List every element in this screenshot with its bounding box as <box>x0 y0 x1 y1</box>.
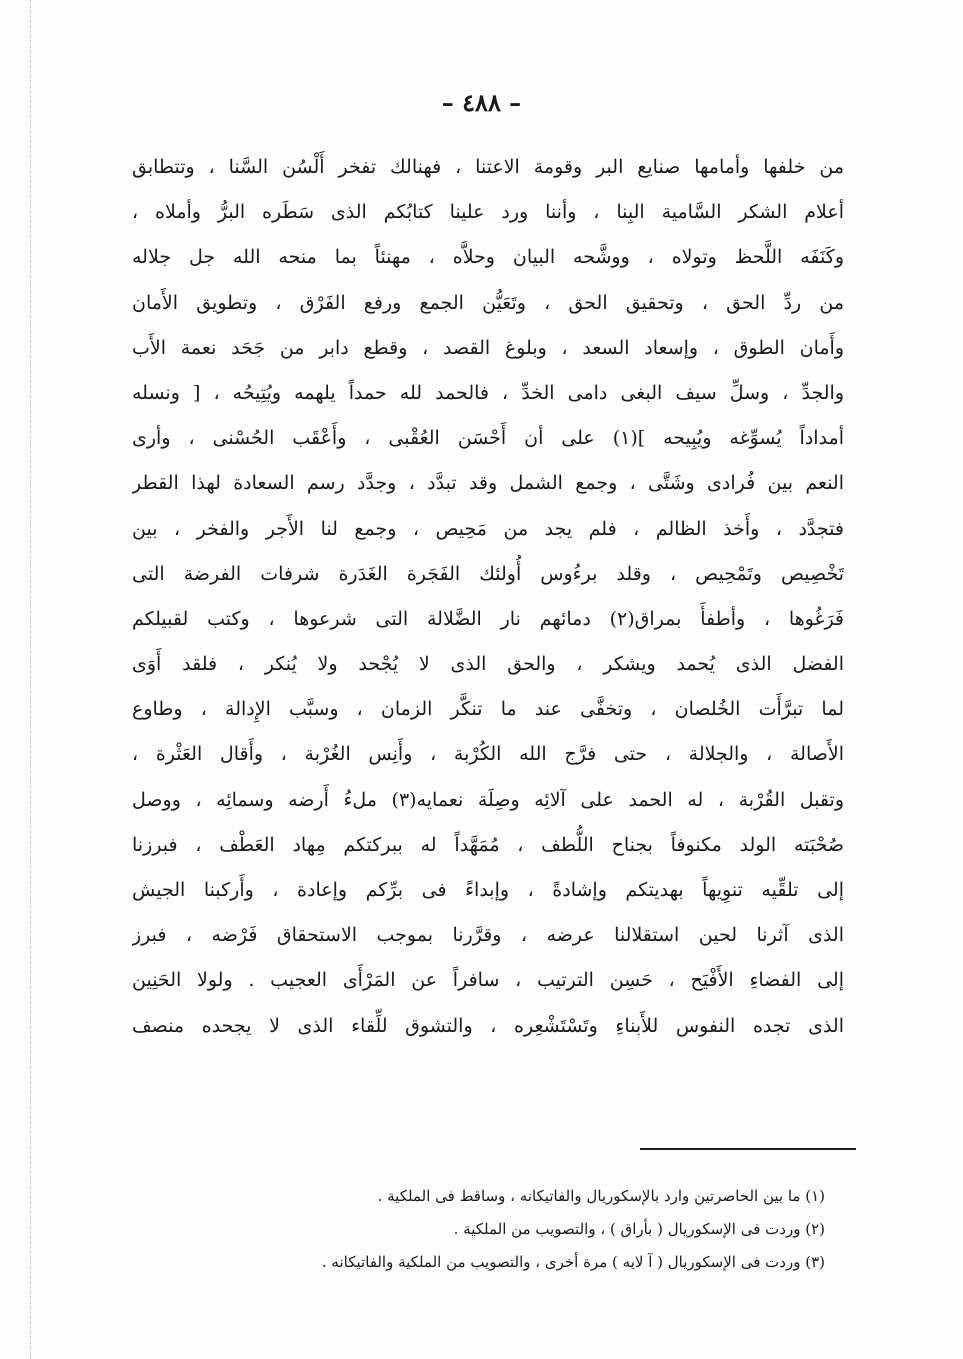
body-text <box>132 145 844 1049</box>
body-line: تَخْصِيص وتَمْحِيص ، وقلد برءُوس أُولئك الفَجَرة الغَدَرة شرفات الفرضة التى <box>132 562 844 585</box>
body-line: فتجدَّد ، وأَخذ الظالم ، فلم يجد من مَحِيص ، وجمع لنا الأَجر والفخر ، بين <box>132 517 844 540</box>
body-line: فَرَغُوها ، وأطفأَ بمراق(٢) دمائهم نار الضَّلالة التى شرعوها ، وكتب لقبيلكم <box>132 607 844 630</box>
body-line: النعم بين فُرادى وشَتَّى ، وجمع الشمل وقد تبدَّد ، وجدَّد رسم السعادة لهذا القطر <box>132 472 844 495</box>
body-line: الذى تجده النفوس للأَبناءِ وتَسْتَشْعِره ، والتشوق للِّقاء الذى لا يجحده منصف <box>132 1014 844 1037</box>
footnote: (٣) وردت فى الإسكوريال ( آ لايه ) مرة أخرى ، والتصويب من الملكية والفاتيكانه . <box>321 1253 825 1271</box>
body-line: وأَمان الطوق ، وإسعاد السعد ، وبلوغ القصد ، وقطع دابر من جَحَد نعمة الأَب <box>132 336 844 359</box>
body-line: وكَنَفَه اللَّحظ وتولاه ، ووشَّحه البيان وحلاَّه ، مهنئاً بما منحه الله جل جلاله <box>132 246 844 269</box>
body-line: أمداداً يُسوِّغه ويُبِيحه ](١) على أن أَحْسَن العُقْبى ، وأَعْقَب الحُسْنى ، وأرى <box>132 427 844 450</box>
body-line: لما تبرَّأَت الخُلصان ، وتخفَّى عند ما تنكَّر الزمان ، وسبَّب الإِدالة ، وطاوع <box>132 698 844 721</box>
body-line: من ردِّ الحق ، وتحقيق الحق ، وتَعَيُّن الجمع ورفع الفَرْق ، وتطويق الأَمان <box>132 291 844 314</box>
page-number: – ٤٨٨ – <box>441 88 522 117</box>
footnote: (٢) وردت فى الإسكوريال ( بأراق ) ، والتصويب من الملكية . <box>453 1220 825 1238</box>
footnote: (١) ما بين الحاصرتين وارد بالإسكوريال والفاتيكانه ، وساقط فى الملكية . <box>377 1187 825 1205</box>
body-line: أعلام الشكر السَّامية البِنا ، وأننا ورد علينا كتابُكم الذى سَطَره البرُّ وأملاه ، <box>132 201 844 224</box>
body-line: والجدِّ ، وسلِّ سيف البغى دامى الخدِّ ، فالحمد لله حمداً يلهمه ويُتِيحُه ، [ ونسله <box>132 381 844 404</box>
body-line: الذى آثرنا لحين استقلالنا عرضه ، وقرَّرنا بموجب الاستحقاق فَرْضه ، فبرز <box>132 924 844 947</box>
body-line: من خلفها وأمامها صنايع البر وقومة الاعتنا ، فهنالك تفخر أَلْسُن السَّنا ، وتتطابق <box>132 156 844 178</box>
footnote-divider <box>640 1148 856 1150</box>
body-line: الأَصالة ، والجلالة ، حتى فرَّج الله الكُرْبة ، وأَنِس الغُرْبة ، وأَقال العَثْرة ، <box>132 743 844 766</box>
body-line: الفضل الذى يُحمد ويشكر ، والحق الذى لا يُجْحد ولا يُنكر ، فلقد أَوَى <box>132 653 844 676</box>
body-line: إلى الفضاءِ الأَفْيَح ، حَسِن الترتيب ، سافراً عن المَرْأَى العجيب . ولولا الحَنِين <box>132 969 844 992</box>
body-line: إلى تلقِّيه تنوِيهاً بهديتكم وإشادةً ، وإبداءً فى برِّكم وإعادة ، وأَركبنا الجيش <box>132 879 844 901</box>
body-line: وتقبل القُرْبة ، له الحمد على آلائِه وصِلَة نعمايه(٣) ملءُ أَرضه وسمائِه ، ووصل <box>132 788 844 811</box>
gutter-line <box>30 0 31 1359</box>
body-line: صُحْبَته الولد مكنوفاً بجناح اللُّطف ، مُمَهَّداً له ببركتكم مِهاد العَطْف ، فبرزنا <box>132 833 844 856</box>
footnotes <box>200 1180 825 1279</box>
